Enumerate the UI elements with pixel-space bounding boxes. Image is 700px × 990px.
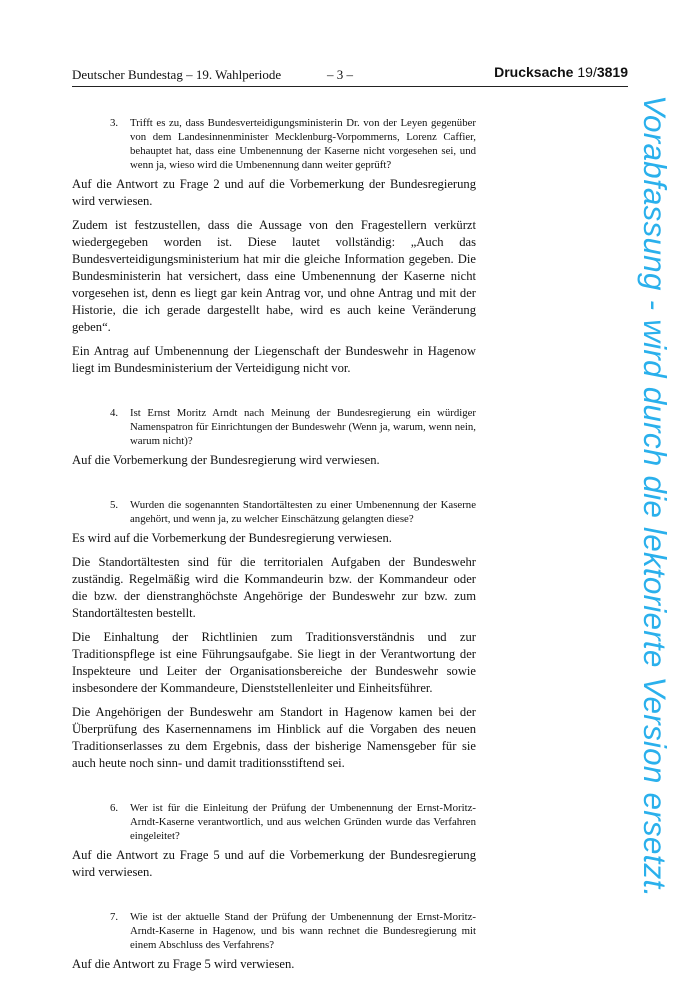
question-number: 4. bbox=[110, 407, 119, 419]
answer-paragraph: Die Angehörigen der Bundeswehr am Standort in Hagenow kamen bei der Überprüfung des Kasernennamens im Hinblick auf die Vorgaben des neuen Traditionserlasses zu dem Ergebnis, dass der bisherige Namensgeber für sie auch heute noch sinn- und damit traditionsstiftend sei. bbox=[72, 705, 476, 770]
page-number: – 3 – bbox=[327, 67, 353, 82]
document-body bbox=[72, 116, 476, 980]
question-text: Wie ist der aktuelle Stand der Prüfung der Umbenennung der Ernst-Moritz-Arndt-Kaserne in Hagenow, und bis wann rechnet die Bundesregierung mit einem Abschluss des Verfahrens? bbox=[130, 911, 476, 951]
answer-paragraph: Auf die Antwort zu Frage 2 und auf die Vorbemerkung der Bundesregierung wird verwiesen. bbox=[72, 177, 476, 208]
question-text: Wer ist für die Einleitung der Prüfung der Umbenennung der Ernst-Moritz-Arndt-Kaserne verantwortlich, und aus welchen Gründen wurde das Verfahren eingeleitet? bbox=[130, 802, 476, 842]
answer-paragraph: Die Standortältesten sind für die territorialen Aufgaben der Bundeswehr zuständig. Regelmäßig wird die Kommandeurin bzw. der Kommandeur oder die bzw. der dienstranghöchste Angehörige der Bundeswehr zur bzw. zum Standortältesten bestellt. bbox=[72, 555, 476, 620]
question-6 bbox=[110, 801, 476, 843]
question-number: 6. bbox=[110, 802, 119, 814]
draft-watermark bbox=[618, 95, 688, 905]
answer-paragraph: Auf die Antwort zu Frage 5 wird verwiesen. bbox=[72, 957, 295, 971]
question-text: Ist Ernst Moritz Arndt nach Meinung der Bundesregierung ein würdiger Namenspatron für Einrichtungen der Bundeswehr (Wenn ja, warum, wenn nein, warum nicht)? bbox=[130, 407, 476, 447]
answer-paragraph: Auf die Vorbemerkung der Bundesregierung wird verwiesen. bbox=[72, 453, 380, 467]
answer-paragraph: Auf die Antwort zu Frage 5 und auf die Vorbemerkung der Bundesregierung wird verwiesen. bbox=[72, 848, 476, 879]
question-5 bbox=[110, 498, 476, 526]
doc-number-value: 3819 bbox=[596, 64, 628, 80]
question-4 bbox=[110, 406, 476, 448]
header-parliament: Deutscher Bundestag – 19. Wahlperiode bbox=[72, 67, 282, 82]
question-3 bbox=[110, 116, 476, 172]
page-header bbox=[72, 64, 628, 87]
answer-paragraph: Ein Antrag auf Umbenennung der Liegenschaft der Bundeswehr in Hagenow liegt im Bundesministerium der Verteidigung nicht vor. bbox=[72, 344, 476, 375]
doc-prefix: 19/ bbox=[577, 64, 597, 80]
question-7 bbox=[110, 910, 476, 952]
watermark-text: Vorabfassung - wird durch die lektorierte Version ersetzt. bbox=[637, 95, 673, 898]
question-text: Trifft es zu, dass Bundesverteidigungsministerin Dr. von der Leyen gegenüber von dem Landesinnenminister Mecklenburg-Vorpommerns, Lorenz Caffier, behauptet hat, dass eine Umbenennung der Kaserne nicht vorgesehen sei, und wenn ja, wieso wird die Umbenennung dann weiter geprüft? bbox=[130, 117, 476, 171]
question-text: Wurden die sogenannten Standortältesten zu einer Umbenennung der Kaserne angehört, und wenn ja, zu welcher Einschätzung gelangten diese? bbox=[130, 499, 476, 525]
document-number bbox=[494, 64, 628, 80]
answer-paragraph: Es wird auf die Vorbemerkung der Bundesregierung verwiesen. bbox=[72, 531, 392, 545]
answer-paragraph: Die Einhaltung der Richtlinien zum Traditionsverständnis und zur Traditionspflege ist eine Führungsaufgabe. Sie liegt in der Verantwortung der Inspekteure und Leiter der Organisationsbereiche der Bundeswehr sowie insbesondere der Kommandeure, Dienststellenleiter und Einheitsführer. bbox=[72, 630, 476, 695]
question-number: 7. bbox=[110, 911, 119, 923]
question-number: 3. bbox=[110, 117, 119, 129]
answer-paragraph: Zudem ist festzustellen, dass die Aussage von den Fragestellern verkürzt wiedergegeben worden ist. Diese lautet vollständig: „Auch das Bundesverteidigungsministerium hat mir die gleiche Information gegeben. Die Bundesministerin hat versichert, dass eine Umbenennung der Kaserne nicht vorgesehen ist, denn es liegt gar kein Antrag vor, und ohne Antrag und mit der Historie, die ich gerade dargestellt habe, wird es auch keine Veränderung geben“. bbox=[72, 218, 476, 334]
question-number: 5. bbox=[110, 499, 119, 511]
doc-label: Drucksache bbox=[494, 64, 574, 80]
